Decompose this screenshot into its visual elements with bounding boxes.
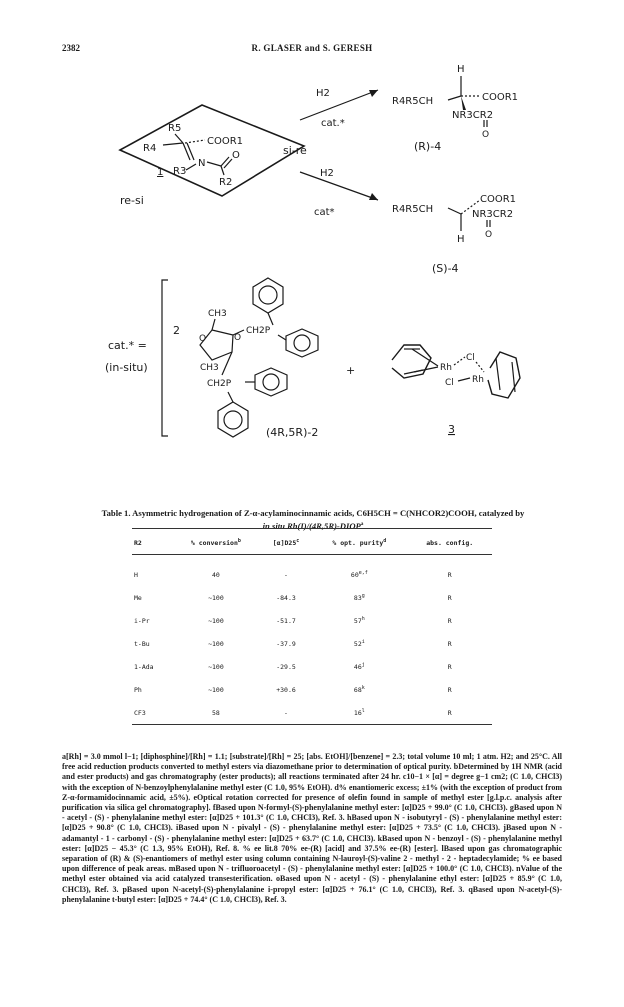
- rh-cod-dimer: [392, 345, 520, 436]
- n-label: N: [198, 158, 206, 169]
- cell-r2: H: [134, 570, 138, 579]
- ring-o2: O: [234, 333, 242, 343]
- plus-sign: +: [346, 364, 356, 377]
- cell-purity: 52$^i$: [353, 639, 365, 649]
- catalyst-label: cat.* =: [108, 339, 147, 352]
- reaction-scheme: [0, 0, 624, 500]
- product-o-top: O: [482, 130, 490, 140]
- cl-2: Cl: [445, 378, 454, 388]
- cell-rotation: -37.9: [276, 639, 296, 648]
- re-si-label: re-si: [120, 194, 144, 207]
- bond: [448, 96, 461, 100]
- cod-ring-left: [392, 345, 431, 378]
- s-product-o: O: [485, 230, 493, 240]
- cell-rotation: +30.6: [276, 685, 296, 694]
- purity-footnote-mark: h: [361, 616, 365, 623]
- in-situ-label: (in-situ): [105, 361, 148, 374]
- phenyl-ring-bottom: [218, 402, 248, 437]
- cell-rotation: -29.5: [276, 662, 296, 671]
- cl-1: Cl: [466, 353, 475, 363]
- cell-conversion: 40: [212, 570, 220, 579]
- purity-footnote-mark: j: [361, 662, 365, 669]
- ch3-top: CH3: [208, 309, 227, 319]
- cell-conversion: 58: [171, 701, 261, 725]
- o-label: O: [232, 150, 240, 161]
- r5-label: R5: [168, 123, 182, 134]
- caption-line-2: in situ Rh(I)/(4R,5R)-DIOP: [262, 520, 361, 531]
- purity-footnote-mark: l: [361, 708, 365, 715]
- cell-rotation: -84.3: [276, 593, 296, 602]
- wedge-bond: [461, 96, 466, 110]
- table-header-row: [132, 529, 492, 555]
- cell-purity: 60$^{e,f}$: [350, 570, 368, 580]
- purity-footnote-mark: g: [361, 593, 365, 600]
- bond: [228, 392, 233, 402]
- cell-config: R: [447, 570, 452, 579]
- table-row: [132, 586, 492, 609]
- double-bond: [183, 143, 190, 160]
- phenyl-ring-top: [253, 278, 283, 313]
- purity-footnote-mark: i: [361, 639, 365, 646]
- caption-footnote-mark: a: [360, 522, 364, 527]
- double-bond: [187, 143, 194, 160]
- cell-config: R: [447, 639, 452, 648]
- header-r2: R2: [132, 529, 171, 555]
- s-product-r4r5ch: R4R5CH: [392, 204, 434, 215]
- cell-conversion: ~100: [208, 593, 224, 602]
- complex-number: 3: [448, 423, 455, 436]
- bond: [163, 143, 183, 145]
- double-bond: [224, 159, 232, 168]
- page-number: 2382: [62, 43, 80, 53]
- ligand-label: (4R,5R)-2: [266, 426, 319, 439]
- bond: [268, 313, 273, 325]
- cell-r2: t-Bu: [134, 639, 150, 648]
- cell-purity: 83$^g$: [353, 593, 365, 603]
- table-row: [132, 609, 492, 632]
- arrow-lower: [300, 172, 378, 200]
- arrow-upper: [300, 90, 378, 120]
- h2-label-top: H2: [316, 88, 330, 99]
- r2-label: R2: [219, 177, 233, 188]
- phenyl-ring-right-inner: [294, 335, 310, 351]
- table-row: [132, 678, 492, 701]
- bond: [278, 335, 286, 340]
- bond: [185, 140, 205, 143]
- r-product-label: (R)-4: [414, 140, 442, 153]
- cell-purity: 57$^h$: [353, 616, 365, 626]
- cell-r2: i-Pr: [134, 616, 150, 625]
- cell-r2: CF3: [132, 701, 171, 725]
- product-cooR1: COOR1: [482, 92, 519, 103]
- table-row: [132, 655, 492, 678]
- cell-purity: 68$^k$: [353, 685, 365, 695]
- cell-conversion: ~100: [208, 616, 224, 625]
- h2-label-bottom: H2: [320, 168, 334, 179]
- phenyl-ring-top-inner: [259, 286, 277, 304]
- product-r4r5ch: R4R5CH: [392, 96, 434, 107]
- bond: [476, 362, 484, 372]
- bond: [186, 164, 196, 170]
- bond: [212, 319, 215, 330]
- phenyl-ring-right: [286, 329, 318, 357]
- arrowhead: [369, 193, 378, 200]
- phenyl-ring-middle: [255, 368, 287, 396]
- running-head: R. GLASER and S. GERESH: [251, 43, 373, 53]
- purity-footnote-mark: k: [361, 685, 365, 692]
- r4-label: R4: [143, 143, 157, 154]
- s-product-nr3cr2: NR3CR2: [472, 209, 514, 220]
- bond: [458, 378, 470, 381]
- cell-rotation: -: [261, 701, 312, 725]
- cell-purity: 16$^l$: [311, 701, 407, 725]
- cell-config: R: [447, 616, 452, 625]
- si-re-label: si-re: [283, 144, 307, 157]
- product-h-top: H: [457, 64, 465, 75]
- cat-label-bottom: cat*: [314, 207, 335, 218]
- cell-conversion: ~100: [208, 662, 224, 671]
- bond: [221, 166, 224, 175]
- cell-conversion: ~100: [208, 685, 224, 694]
- s-product-label: (S)-4: [432, 262, 459, 275]
- phenyl-ring-bottom-inner: [224, 411, 242, 429]
- cell-purity: 46$^j$: [353, 662, 365, 672]
- ring-o1: O: [199, 334, 207, 344]
- ch3-bottom: CH3: [200, 363, 219, 373]
- bond: [175, 134, 183, 143]
- ch2p-bottom: CH2P: [207, 379, 232, 389]
- cat-label-top: cat.*: [321, 118, 345, 129]
- header-conversion: % conversion$^b$: [171, 529, 261, 555]
- s-product-h: H: [457, 234, 465, 245]
- bond: [207, 162, 221, 166]
- cooR1-label: COOR1: [207, 136, 244, 147]
- bond: [448, 208, 461, 214]
- substrate-number: 1: [157, 167, 164, 178]
- cell-r2: 1-Ada: [134, 662, 154, 671]
- cell-config: R: [447, 662, 452, 671]
- cell-rotation: -51.7: [276, 616, 296, 625]
- cell-r2: Ph: [134, 685, 142, 694]
- results-table: [132, 528, 492, 725]
- s-product-cooR1: COOR1: [480, 194, 517, 205]
- cod-double-bond: [496, 358, 500, 390]
- bracket: [162, 280, 168, 436]
- table-row: [132, 555, 492, 587]
- rh-2: Rh: [472, 375, 484, 385]
- table-row: [132, 701, 492, 725]
- purity-footnote-mark: e,f: [358, 570, 368, 577]
- cell-r2: Me: [134, 593, 142, 602]
- header-purity: % opt. purity$^d$: [311, 529, 407, 555]
- phenyl-ring-middle-inner: [263, 374, 279, 390]
- rh-1: Rh: [440, 363, 452, 373]
- table-row: [132, 632, 492, 655]
- cell-conversion: ~100: [208, 639, 224, 648]
- header-config: abs. config.: [407, 529, 492, 555]
- caption-line-1: Table 1. Asymmetric hydrogenation of Z-α-acylaminocinnamic acids, C6H5CH = C(NHCOR2)COOH, catalyzed by: [101, 508, 525, 518]
- double-bond: [221, 157, 229, 166]
- cell-rotation: -: [284, 570, 288, 579]
- cell-config: R: [447, 593, 452, 602]
- product-nr3cr2: NR3CR2: [452, 110, 494, 121]
- r3-label: R3: [173, 166, 187, 177]
- ch2p-top: CH2P: [246, 326, 271, 336]
- table-footnotes: a[Rh] = 3.0 mmol l−1; [diphosphine]/[Rh] = 1.1; [substrate]/[Rh] = 25; [abs. EtOH]/[benzene] = 2.3; total volume 10 ml; 1 atm. H2; and 25°C. All free acid reduction products converted to methyl esters via diazomethane prior to determination of optical purity. bDetermined by 1H NMR (acid and ester products) and gas chromatography (ester products); all reactions terminated after 24 hr. c10−1 × [α] = degree g−1 cm2; (C 1.0, CHCl3) with the exception of N-benzoylphenylalanine methyl ester (C 1.0, 95% EtOH). d% enantiomeric excess; ±1% (with the exception of product from Z-α-formamidocinnamic acid, ±5%). eOptical rotation corrected for presence of olefin found in sample of methyl ester [g.l.p.c. analysis after purification via silica gel chromatography]. fBased upon N-formyl-(S)-phenylalanine methyl ester: [α]D25 + 99.0° (C 1.0, CHCl3). gBased upon N - acetyl - (S) - phenylalanine methyl ester: [α]D25 + 101.3° (C 1.0, CHCl3), Ref. 3. hBased upon N - isobutyryl - (S) - phenylalanine methyl ester: [α]D25 + 90.8° (C 1.0, CHCl3). iBased upon N - pivalyl - (S) - phenylalanine methyl ester: [α]D25 + 73.5° (C 1.0, CHCl3). jBased upon N - adamantyl - 1 - carbonyl - (S) - phenylalanine methyl ester: [α]D25 + 63.7° (C 1.0, CHCl3). kBased upon N - benzoyl - (S) - phenylalanine methyl ester: [α]D25 − 45.3° (C 1.3, 95% EtOH), Ref. 8. % ee lit.8 70% ee-(R) [acid] and 37.5% ee-(R) [ester]. lBased upon gas chromatographic separation of (R) & (S)-enantiomers of methyl ester using column containing N-lauroyl-(S)-valine 2 - methyl - 2 - heptadecylamide; % ee based upon difference of peak areas. mBased upon N - trifluoroacetyl - (S) - phenylalanine methyl ester: [α]D25 + 100.0° (C 1.0, CHCl3). nValue of the methyl ester obtained via acid catalyzed transesterification. oBased upon N - acetyl - (S) - phenylalanine ethyl ester: [α]D25 + 85.9° (C 1.0, CHCl3), Ref. 3. pBased upon N-acetyl-(S)-phenylalanine i-propyl ester: [α]D25 + 76.1° (C 1.0, CHCl3), Ref. 3. qBased upon N-acetyl-(S)-phenylalanine t-butyl ester: [α]D25 + 74.4° (C 1.0, CHCl3), Ref. 3.: [62, 752, 562, 904]
- coefficient-2: 2: [173, 324, 180, 337]
- cell-config: R: [447, 685, 452, 694]
- bond: [454, 357, 465, 365]
- header-rotation: [α]D25$^c$: [261, 529, 312, 555]
- cell-config: R: [407, 701, 492, 725]
